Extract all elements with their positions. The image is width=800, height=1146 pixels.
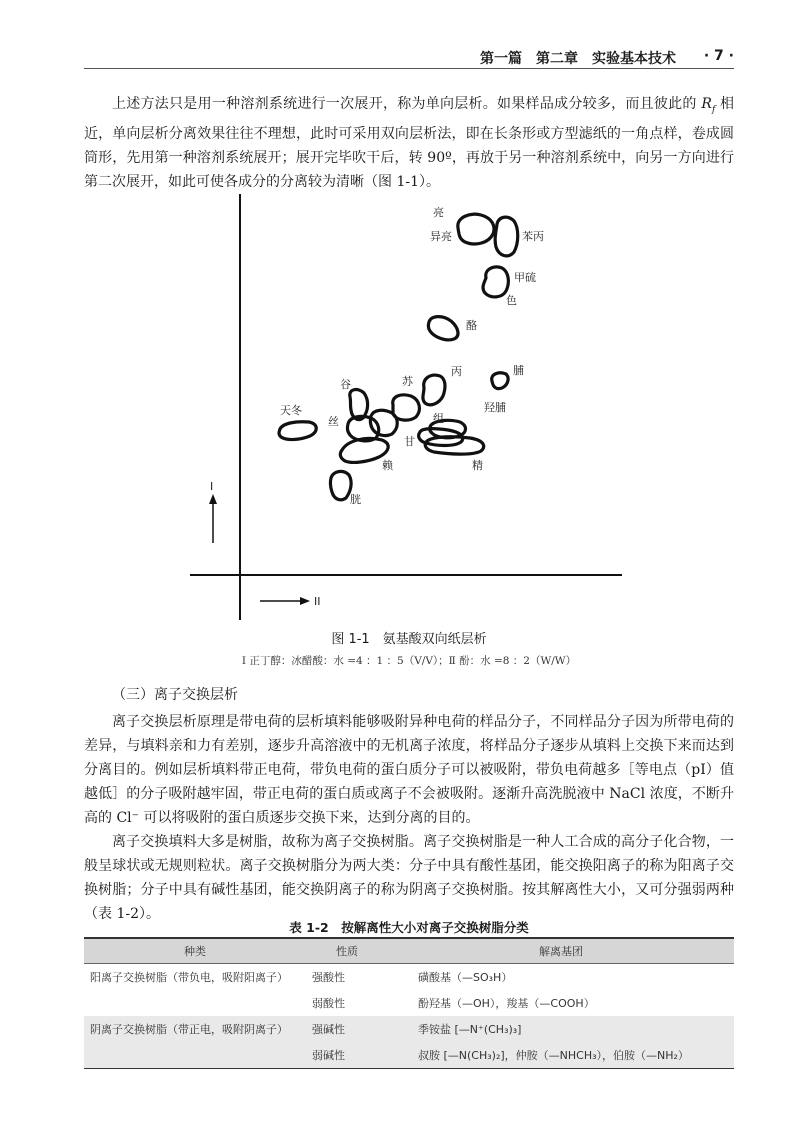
chromatogram-svg	[188, 188, 628, 624]
spot-met	[483, 267, 508, 297]
chapter-title: 第一篇 第二章 实验基本技术	[480, 51, 676, 67]
rf-subscript: f	[711, 104, 716, 115]
cell-type	[84, 1042, 306, 1069]
cell-type	[84, 990, 306, 1016]
header-group: 解离基团	[388, 938, 734, 964]
table-row	[84, 964, 734, 991]
label-cys: 胱	[350, 493, 361, 506]
label-ser: 丝	[328, 415, 339, 428]
cell-group: 叔胺 [—N(CH₃)₂]，仲胺（—NHCH₃），伯胺（—NH₂）	[388, 1042, 734, 1069]
label-arg: 精	[472, 459, 483, 472]
label-ile: 异亮	[430, 230, 452, 243]
figure-caption: 图 1-1 氨基酸双向纸层析	[331, 632, 487, 647]
label-lys: 赖	[382, 459, 393, 472]
rf-symbol: R	[701, 96, 712, 112]
cell-type: 阳离子交换树脂（带负电，吸附阳离子）	[90, 971, 288, 984]
table-row	[84, 990, 734, 1016]
axis-label-2: II	[314, 595, 321, 608]
paragraph-ion-exchange-principle: 离子交换层析原理是带电荷的层析填料能够吸附异种电荷的样品分子，不同样品分子因为所带电荷的差异，与填料亲和力有差别，逐步升高溶液中的无机离子浓度，将样品分子逐步从填料上交换下来而达到分离目的。例如层析填料带正电荷，带负电荷的蛋白质分子可以被吸附，带负电荷越多［等电点（pI）值越低］的分子吸附越牢固，带正电荷的蛋白质或离子不会被吸附。逐渐升高洗脱液中 NaCl 浓度，不断升高的 Cl⁻ 可以将吸附的蛋白质逐步交换下来，达到分离的目的。	[84, 714, 734, 826]
table-row	[84, 1042, 734, 1069]
cell-property: 弱碱性	[306, 1042, 388, 1069]
paragraph-two-dimensional-chromatography	[84, 92, 734, 194]
spot-pro	[492, 373, 508, 389]
cell-property: 强碱性	[306, 1016, 388, 1042]
label-phe: 苯丙	[522, 230, 544, 243]
arrow-head-1	[209, 494, 217, 504]
table-header-row	[84, 938, 734, 964]
spot-ser-2	[370, 410, 397, 435]
cell-group: 磺酸基（—SO₃H）	[418, 971, 513, 984]
label-hyp: 羟脯	[484, 401, 506, 414]
axis-label-1: I	[210, 480, 214, 493]
section-title: （三）离子交换层析	[112, 687, 238, 703]
label-trp: 色	[506, 294, 517, 307]
table-row	[84, 1016, 734, 1042]
table-caption: 表 1-2 按解离性大小对离子交换树脂分类	[289, 920, 529, 935]
cell-property: 弱酸性	[312, 997, 345, 1010]
spot-tyr	[428, 317, 458, 340]
chromatogram-figure	[188, 188, 628, 624]
label-met: 甲硫	[514, 271, 536, 284]
label-pro: 脯	[513, 364, 524, 377]
page-header	[84, 40, 734, 69]
label-thr: 苏	[402, 375, 413, 388]
paragraph-ion-exchange-resin: 离子交换填料大多是树脂，故称为离子交换树脂。离子交换树脂是一种人工合成的高分子化合物，一般呈球状或无规则粒状。离子交换树脂分为两大类：分子中具有酸性基团，能交换阳离子的称为阳离子交换树脂；分子中具有碱性基团，能交换阴离子的称为阴离子交换树脂。按其解离性大小，又可分强弱两种（表 1-2）。	[84, 834, 734, 922]
page-number: · 7 ·	[703, 48, 734, 64]
resin-classification-table	[84, 937, 734, 1069]
spot-asp	[279, 422, 316, 440]
label-asp: 天冬	[280, 404, 302, 417]
header-property: 性质	[306, 938, 388, 964]
cell-type: 阴离子交换树脂（带正电，吸附阴离子）	[84, 1016, 306, 1042]
spot-cys	[330, 471, 351, 499]
label-his: 组	[433, 412, 444, 425]
cell-property: 强酸性	[312, 971, 345, 984]
figure-note: Ⅰ 正丁醇：冰醋酸：水 =4 ：1 ：5（V/V）；Ⅱ 酚：水 =8 ：2（W/W）	[241, 655, 577, 667]
label-ala: 丙	[451, 365, 462, 378]
arrow-head-2	[300, 597, 310, 605]
cell-group: 酚羟基（—OH），羧基（—COOH）	[418, 997, 595, 1010]
label-leu: 亮	[433, 206, 444, 219]
spot-phe	[495, 217, 518, 256]
cell-group: 季铵盐 [—N⁺(CH₃)₃]	[388, 1016, 734, 1042]
paragraph-text-part-1: 上述方法只是用一种溶剂系统进行一次展开，称为单向层析。如果样品成分较多，而且彼此的	[112, 96, 702, 112]
label-gly: 甘	[404, 435, 415, 448]
paragraph-text-part-2: 相近，单向层析分离效果往往不理想，此时可采用双向层析法，即在长条形或方型滤纸的一角点样，卷成圆筒形，先用第一种溶剂系统展开；展开完毕吹干后，转 90º，再放于另一种溶剂系统中，向另一方向进行第二次展开，如此可使各成分的分离较为清晰（图 1-1）。	[84, 96, 734, 190]
label-tyr: 酪	[466, 319, 477, 332]
header-type: 种类	[84, 938, 306, 964]
label-glu: 谷	[340, 378, 351, 391]
spot-leu-ile	[458, 214, 494, 244]
spot-ala	[423, 375, 445, 405]
